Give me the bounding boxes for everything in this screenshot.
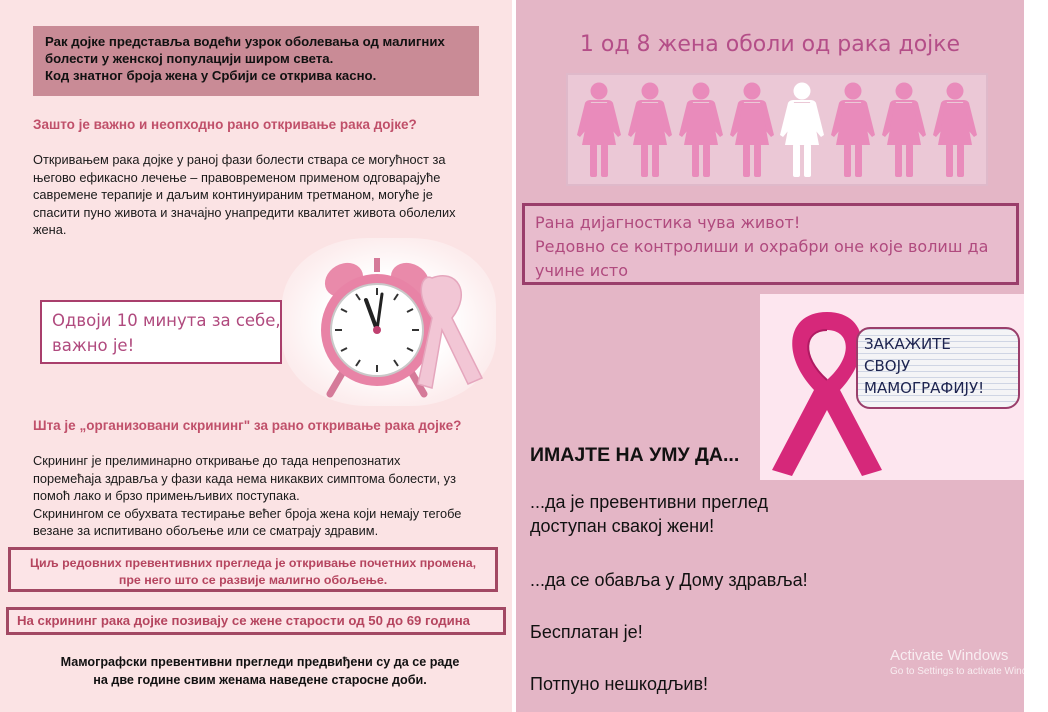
goal-line: Циљ редовних превентивних прегледа је откривање почетних промена,: [29, 556, 477, 570]
woman-figure-highlighted-icon: [780, 81, 824, 179]
rana-line: Редовно се контролиши и охрабри оне које волиш да: [535, 237, 989, 256]
screening-age-box: На скрининг рака дојке позивају се жене старости од 50 до 69 година: [6, 607, 506, 635]
zak-line: ЗАКАЖИТЕ: [864, 335, 951, 353]
keep-item-health-center: ...да се обавља у Дому здравља!: [530, 570, 808, 590]
q2-line: Скринингом се обухвата тестирање већег броја жена који немају тегобе: [33, 505, 462, 521]
statistic-title: 1 од 8 жена оболи од рака дојке: [579, 32, 961, 57]
woman-figure-icon: [831, 81, 875, 179]
q1-line: његово ефикасно лечење – правовременом применом одговарајуће: [33, 169, 441, 185]
goal-line: пре него што се развије малигно обољење.: [118, 573, 388, 587]
q1-line: жена.: [33, 222, 67, 237]
keep-item-harmless: Потпуно нешкодљив!: [530, 674, 709, 694]
rana-line: Рана дијагностика чува живот!: [535, 213, 801, 232]
keep-item-free: Бесплатан је!: [530, 622, 643, 642]
alarm-clock-icon: [282, 238, 496, 406]
q2-line: везане за испитивано обољење или се сматрају здравим.: [33, 523, 379, 538]
mammo-line: на две године свим женама наведене старосне доби.: [93, 672, 427, 687]
q1-line: Откривањем рака дојке у раној фази болести ствара се могућност за: [33, 152, 446, 167]
time-line: Одвоји 10 минута за себе,: [52, 311, 281, 330]
q2-line: помоћ лако и брзо примењљивих поступака.: [33, 488, 300, 503]
ribbon-panel: [760, 294, 1024, 480]
alarm-clock-illustration: [282, 238, 496, 406]
q1-line: спасити пуно живота и значајно унапредити квалитет живота оболелих: [33, 204, 456, 220]
watermark-title: Activate Windows: [890, 647, 1009, 664]
keep-item-available: [530, 490, 768, 538]
q2-line: поремећаја здравља у фази када нема никаквих симптома болести, уз: [33, 470, 456, 486]
women-figures-row: [566, 73, 988, 186]
q1-paragraph: [33, 151, 456, 239]
watermark-subtitle: Go to Settings to activate Windows.: [890, 666, 1048, 677]
q1-line: савремене терапије и даљим континуираним третманом, могуће је: [33, 187, 433, 202]
left-panel: [0, 0, 514, 712]
time-for-yourself-box: [40, 300, 282, 364]
keep-in-mind-heading: ИМАЈТЕ НА УМУ ДА...: [530, 444, 740, 466]
intro-box: [33, 26, 479, 96]
intro-line: Код знатног броја жена у Србији се открива касно.: [45, 68, 377, 83]
zak-line: СВОЈУ: [864, 357, 911, 375]
q2-heading: Шта је „организовани скрининг" за рано откривање рака дојке?: [33, 418, 462, 433]
q2-line: Скрининг је прелиминарно откривање до тада непрепознатих: [33, 453, 401, 468]
woman-figure-icon: [882, 81, 926, 179]
mammo-line: Мамографски превентивни прегледи предвиђени су да се раде: [60, 655, 460, 669]
schedule-mammography-box: [856, 327, 1020, 409]
goal-box: [8, 547, 498, 592]
right-panel: [516, 0, 1048, 712]
keep-line: ...да је превентивни преглед: [530, 492, 769, 512]
intro-line: болести у женској популацији широм света.: [45, 51, 334, 66]
q1-heading: Зашто је важно и неопходно рано откривање рака дојке?: [33, 117, 417, 132]
woman-figure-icon: [577, 81, 621, 179]
intro-line: Рак дојке представља водећи узрок оболевања од малигних: [45, 34, 445, 49]
time-line: важно је!: [52, 336, 135, 355]
early-diagnosis-box: [522, 203, 1019, 285]
mammography-note: [40, 654, 480, 689]
woman-figure-icon: [730, 81, 774, 179]
rana-line: учине исто: [535, 261, 629, 280]
woman-figure-icon: [933, 81, 977, 179]
woman-figure-icon: [628, 81, 672, 179]
activate-windows-watermark: [890, 647, 1048, 677]
woman-figure-icon: [679, 81, 723, 179]
q2-paragraph: [33, 452, 461, 540]
keep-line: доступан свакој жени!: [530, 516, 715, 536]
zak-line: МАМОГРАФИЈУ!: [864, 379, 985, 397]
